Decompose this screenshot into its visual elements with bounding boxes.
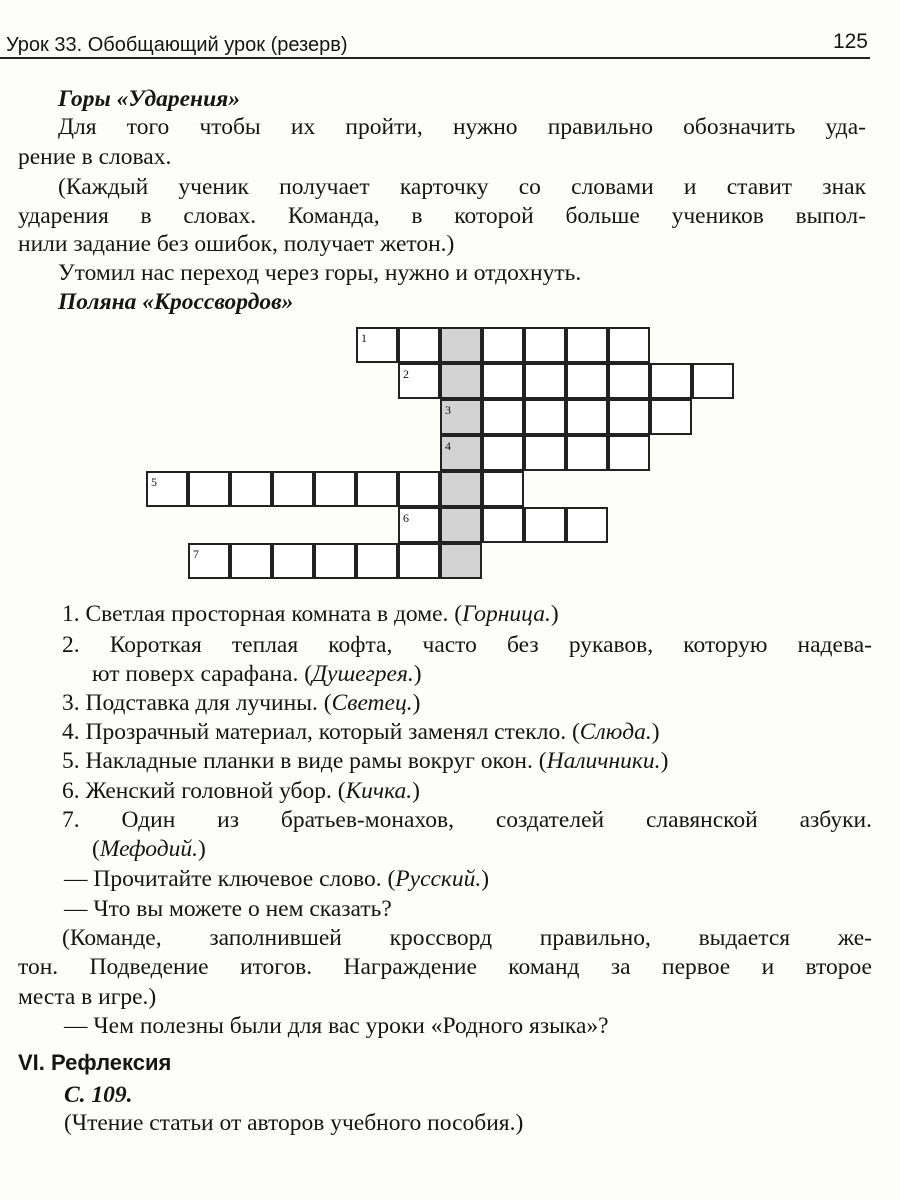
paragraph-line: рение в словах. <box>18 144 172 170</box>
lesson-title: Урок 33. Обобщающий урок (резерв) <box>6 34 348 56</box>
paragraph-line: (Чтение статьи от авторов учебного пособия.) <box>64 1110 524 1136</box>
crossword-cell[interactable] <box>524 363 566 399</box>
paragraph-line: тон. Подведение итогов. Награждение команд за первое и второе <box>18 954 872 980</box>
crossword-cell[interactable] <box>398 327 440 363</box>
crossword-key-cell[interactable] <box>440 399 482 435</box>
clue-number: 6 <box>403 511 409 525</box>
crossword-cell[interactable] <box>314 471 356 507</box>
answer: Русский. <box>395 866 482 892</box>
answer: Душегрея. <box>312 661 414 687</box>
crossword-cell[interactable] <box>608 363 650 399</box>
crossword-cell[interactable] <box>398 471 440 507</box>
crossword-key-cell[interactable] <box>440 363 482 399</box>
clue-number: 4 <box>445 439 451 453</box>
crossword-cell[interactable] <box>398 507 440 543</box>
crossword-heading: Поляна «Кроссвордов» <box>58 289 294 315</box>
crossword-key-cell[interactable] <box>440 543 482 579</box>
crossword-cell[interactable] <box>272 543 314 579</box>
crossword-cell[interactable] <box>524 399 566 435</box>
clue-number: 5 <box>151 475 157 489</box>
crossword-cell[interactable] <box>482 435 524 471</box>
crossword-key-cell[interactable] <box>440 471 482 507</box>
answer: Слюда. <box>579 719 652 745</box>
crossword-cell[interactable] <box>566 507 608 543</box>
question-keyword: — Прочитайте ключевое слово. (Русский.) <box>64 866 490 892</box>
answer: Кичка. <box>345 778 413 804</box>
paragraph-line: Для того чтобы их пройти, нужно правильно обозначить уда- <box>58 114 866 140</box>
clue-number: 3 <box>445 403 451 417</box>
clue-item: 7. Один из братьев-монахов, создателей славянской азбуки. <box>62 807 872 833</box>
answer: Мефодий. <box>99 836 198 862</box>
crossword-cell[interactable] <box>314 543 356 579</box>
crossword-cell[interactable] <box>524 507 566 543</box>
crossword-cell[interactable] <box>524 435 566 471</box>
crossword-cell[interactable] <box>272 471 314 507</box>
crossword-cell[interactable] <box>566 363 608 399</box>
section-heading: VI. Рефлексия <box>18 1050 172 1075</box>
crossword-cell[interactable] <box>650 399 692 435</box>
crossword-cell[interactable] <box>482 507 524 543</box>
crossword-cell[interactable] <box>650 363 692 399</box>
clue-number: 7 <box>193 547 199 561</box>
question-lessons: — Чем полезны были для вас уроки «Родного языка»? <box>64 1013 609 1039</box>
crossword-cell[interactable] <box>230 471 272 507</box>
crossword-cell[interactable] <box>482 399 524 435</box>
crossword-cell[interactable] <box>188 471 230 507</box>
crossword-cell[interactable] <box>398 543 440 579</box>
paragraph-line: ударения в словах. Команда, в которой больше учеников выпол- <box>18 203 866 229</box>
crossword-cell[interactable] <box>356 327 398 363</box>
paragraph-line: (Каждый ученик получает карточку со словами и ставит знак <box>58 174 866 200</box>
answer: Горница. <box>462 601 551 627</box>
clue-item: (Мефодий.) <box>92 836 206 862</box>
paragraph-line: нили задание без ошибок, получает жетон.) <box>18 231 455 257</box>
crossword-cell[interactable] <box>566 399 608 435</box>
crossword-cell[interactable] <box>356 471 398 507</box>
clue-item: ют поверх сарафана. (Душегрея.) <box>92 661 422 687</box>
crossword-cell[interactable] <box>566 327 608 363</box>
clue-item: 3. Подставка для лучины. (Светец.) <box>62 690 421 716</box>
clue-number: 1 <box>361 331 367 345</box>
crossword-cell[interactable] <box>692 363 734 399</box>
page-reference: С. 109. <box>64 1082 133 1108</box>
crossword-cell[interactable] <box>482 327 524 363</box>
answer: Наличники. <box>546 748 661 774</box>
answer: Светец. <box>331 690 413 716</box>
question-discuss: — Что вы можете о нем сказать? <box>64 896 392 922</box>
crossword-cell[interactable] <box>188 543 230 579</box>
clue-item: 6. Женский головной убор. (Кичка.) <box>62 778 420 804</box>
crossword-key-cell[interactable] <box>440 435 482 471</box>
paragraph-line: Утомил нас переход через горы, нужно и отдохнуть. <box>58 260 582 286</box>
clue-item: 2. Короткая теплая кофта, часто без рукавов, которую надева- <box>62 632 872 658</box>
clue-item: 4. Прозрачный материал, который заменял стекло. (Слюда.) <box>62 719 660 745</box>
crossword-cell[interactable] <box>608 399 650 435</box>
crossword-cell[interactable] <box>524 327 566 363</box>
page-number: 125 <box>832 30 868 53</box>
crossword-cell[interactable] <box>482 363 524 399</box>
crossword-key-cell[interactable] <box>440 507 482 543</box>
clue-number: 2 <box>403 367 409 381</box>
crossword-cell[interactable] <box>566 435 608 471</box>
clue-item: 5. Накладные планки в виде рамы вокруг окон. (Наличники.) <box>62 748 669 774</box>
crossword-cell[interactable] <box>230 543 272 579</box>
crossword-cell[interactable] <box>398 363 440 399</box>
crossword-cell[interactable] <box>608 435 650 471</box>
crossword-cell[interactable] <box>356 543 398 579</box>
mountains-heading: Горы «Ударения» <box>58 86 241 112</box>
crossword-key-cell[interactable] <box>440 327 482 363</box>
paragraph-line: (Команде, заполнившей кроссворд правильно, выдается же- <box>62 925 872 951</box>
crossword-cell[interactable] <box>146 471 188 507</box>
clue-item: 1. Светлая просторная комната в доме. (Горница.) <box>62 601 559 627</box>
paragraph-line: места в игре.) <box>18 984 157 1010</box>
crossword-cell[interactable] <box>482 471 524 507</box>
crossword-cell[interactable] <box>608 327 650 363</box>
